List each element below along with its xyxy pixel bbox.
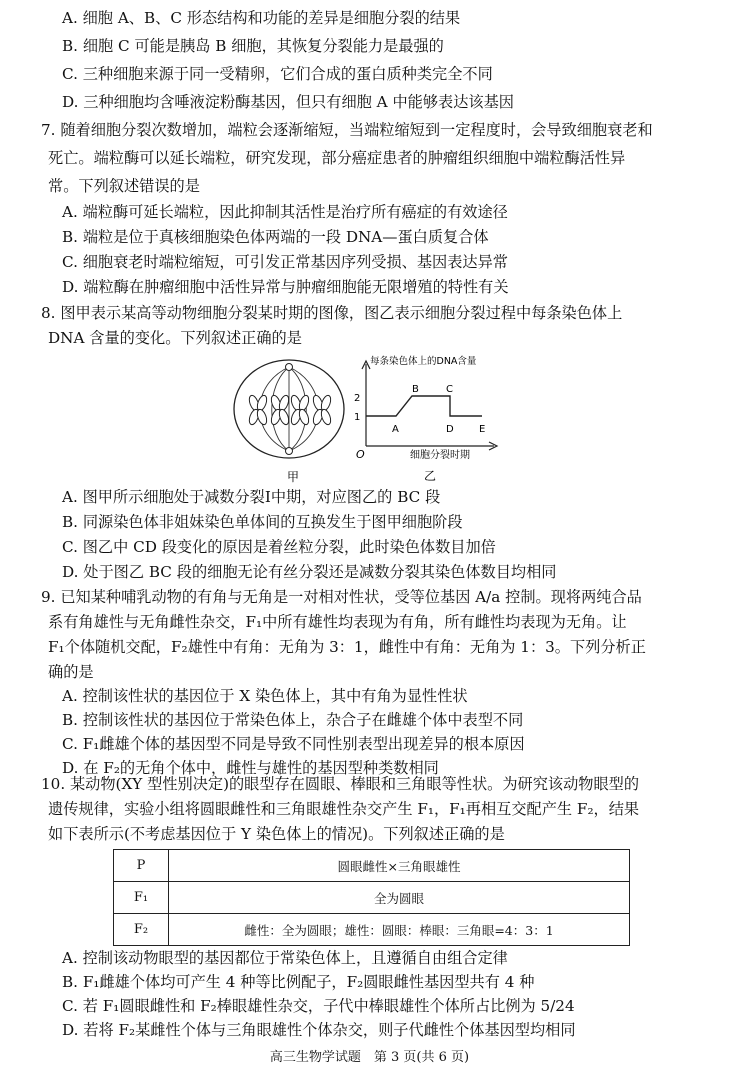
q9-stem-line-2: 系有角雄性与无角雌性杂交，F₁中所有雄性均表现为有角，所有雌性均表现为无角。让 bbox=[48, 613, 627, 631]
q10-option-a: A. 控制该动物眼型的基因都位于常染色体上，且遵循自由组合定律 bbox=[62, 949, 508, 967]
q7-option-d: D. 端粒酶在肿瘤细胞中活性异常与肿瘤细胞能无限增殖的特性有关 bbox=[62, 278, 509, 296]
q9-option-a: A. 控制该性状的基因位于 X 染色体上，其中有角为显性性状 bbox=[62, 687, 468, 705]
table-row bbox=[114, 914, 630, 946]
q7-stem-line-3: 常。下列叙述错误的是 bbox=[48, 177, 200, 195]
q8-stem-line-1: 8. 图甲表示某高等动物细胞分裂某时期的图像，图乙表示细胞分裂过程中每条染色体上 bbox=[41, 304, 623, 322]
q8-stem-line-2: DNA 含量的变化。下列叙述正确的是 bbox=[48, 329, 302, 347]
y-axis-title: 每条染色体上的DNA含量 bbox=[370, 356, 477, 367]
table-row-value: 全为圆眼 bbox=[169, 882, 630, 914]
figure-b-label: 乙 bbox=[424, 469, 437, 483]
q9-stem-line-3: F₁个体随机交配，F₂雄性中有角：无角为 3：1，雌性中有角：无角为 1：3。下列分析正 bbox=[48, 638, 646, 656]
table-row-key: F₁ bbox=[114, 882, 169, 914]
x-axis-title: 细胞分裂时期 bbox=[410, 450, 470, 461]
q8-option-c: C. 图乙中 CD 段变化的原因是着丝粒分裂，此时染色体数目加倍 bbox=[62, 538, 496, 556]
q7-option-a: A. 端粒酶可延长端粒，因此抑制其活性是治疗所有癌症的有效途径 bbox=[62, 203, 508, 221]
q8-option-a: A. 图甲所示细胞处于减数分裂Ⅰ中期，对应图乙的 BC 段 bbox=[62, 488, 441, 506]
q8-option-b: B. 同源染色体非姐妹染色单体间的互换发生于图甲细胞阶段 bbox=[62, 513, 463, 531]
q7-option-b: B. 端粒是位于真核细胞染色体两端的一段 DNA—蛋白质复合体 bbox=[62, 228, 489, 246]
cell-division-figure bbox=[230, 355, 350, 487]
q10-option-b: B. F₁雌雄个体均可产生 4 种等比例配子，F₂圆眼雌性基因型共有 4 种 bbox=[62, 973, 535, 991]
table-row-value: 雌性：全为圆眼；雄性：圆眼：棒眼：三角眼=4：3：1 bbox=[169, 914, 630, 946]
q7-option-c: C. 细胞衰老时端粒缩短，可引发正常基因序列受损、基因表达异常 bbox=[62, 253, 508, 271]
table-row-key: P bbox=[114, 850, 169, 882]
dna-content-graph bbox=[350, 350, 500, 486]
centrosome-bottom bbox=[286, 448, 293, 455]
q10-stem-line-3: 如下表所示(不考虑基因位于 Y 染色体上的情况)。下列叙述正确的是 bbox=[48, 825, 505, 843]
q6-option-a: A. 细胞 A、B、C 形态结构和功能的差异是细胞分裂的结果 bbox=[62, 9, 461, 27]
figure-a-label: 甲 bbox=[287, 470, 300, 484]
y-tick-2: 2 bbox=[354, 393, 361, 404]
point-label-d: D bbox=[446, 424, 454, 435]
q10-stem-line-1: 10. 某动物(XY 型性别决定)的眼型存在圆眼、棒眼和三角眼等性状。为研究该动物眼型的 bbox=[41, 775, 640, 793]
spindle-fibers bbox=[260, 367, 319, 451]
q10-option-d: D. 若将 F₂某雌性个体与三角眼雄性个体杂交，则子代雌性个体基因型均相同 bbox=[62, 1021, 576, 1039]
q10-stem-line-2: 遗传规律，实验小组将圆眼雌性和三角眼雄性杂交产生 F₁，F₁再相互交配产生 F₂，结果 bbox=[48, 800, 640, 818]
q7-stem-line-1: 7. 随着细胞分裂次数增加，端粒会逐渐缩短，当端粒缩短到一定程度时，会导致细胞衰老和 bbox=[41, 121, 653, 139]
table-row-value: 圆眼雌性×三角眼雄性 bbox=[169, 850, 630, 882]
q6-option-c: C. 三种细胞来源于同一受精卵，它们合成的蛋白质种类完全不同 bbox=[62, 65, 493, 83]
table-row bbox=[114, 882, 630, 914]
chromosomes bbox=[248, 394, 333, 426]
point-label-c: C bbox=[446, 384, 453, 395]
y-tick-1: 1 bbox=[354, 412, 361, 423]
q9-stem-line-1: 9. 已知某种哺乳动物的有角与无角是一对相对性状，受等位基因 A/a 控制。现将两纯合品 bbox=[41, 588, 642, 606]
dna-content-line bbox=[366, 396, 482, 416]
q9-stem-line-4: 确的是 bbox=[48, 663, 94, 681]
q9-option-d: D. 在 F₂的无角个体中，雌性与雄性的基因型种类数相同 bbox=[62, 759, 439, 777]
q8-option-d: D. 处于图乙 BC 段的细胞无论有丝分裂还是减数分裂其染色体数目均相同 bbox=[62, 563, 557, 581]
q6-option-b: B. 细胞 C 可能是胰岛 B 细胞，其恢复分裂能力是最强的 bbox=[62, 37, 444, 55]
point-label-b: B bbox=[412, 384, 419, 395]
q9-option-b: B. 控制该性状的基因位于常染色体上，杂合子在雌雄个体中表型不同 bbox=[62, 711, 524, 729]
table-row-key: F₂ bbox=[114, 914, 169, 946]
q10-option-c: C. 若 F₁圆眼雌性和 F₂棒眼雄性杂交，子代中棒眼雄性个体所占比例为 5/24 bbox=[62, 997, 575, 1015]
q7-stem-line-2: 死亡。端粒酶可以延长端粒，研究发现，部分癌症患者的肿瘤组织细胞中端粒酶活性异 bbox=[48, 149, 626, 167]
genetics-table bbox=[113, 849, 630, 946]
centrosome-top bbox=[286, 364, 293, 371]
q9-option-c: C. F₁雌雄个体的基因型不同是导致不同性别表型出现差异的根本原因 bbox=[62, 735, 525, 753]
point-label-e: E bbox=[479, 424, 486, 435]
point-label-a: A bbox=[392, 424, 399, 435]
table-row bbox=[114, 850, 630, 882]
page-footer: 高三生物学试题 第 3 页(共 6 页) bbox=[269, 1050, 470, 1065]
q6-option-d: D. 三种细胞均含唾液淀粉酶基因，但只有细胞 A 中能够表达该基因 bbox=[62, 93, 514, 111]
origin-label: O bbox=[356, 448, 365, 461]
